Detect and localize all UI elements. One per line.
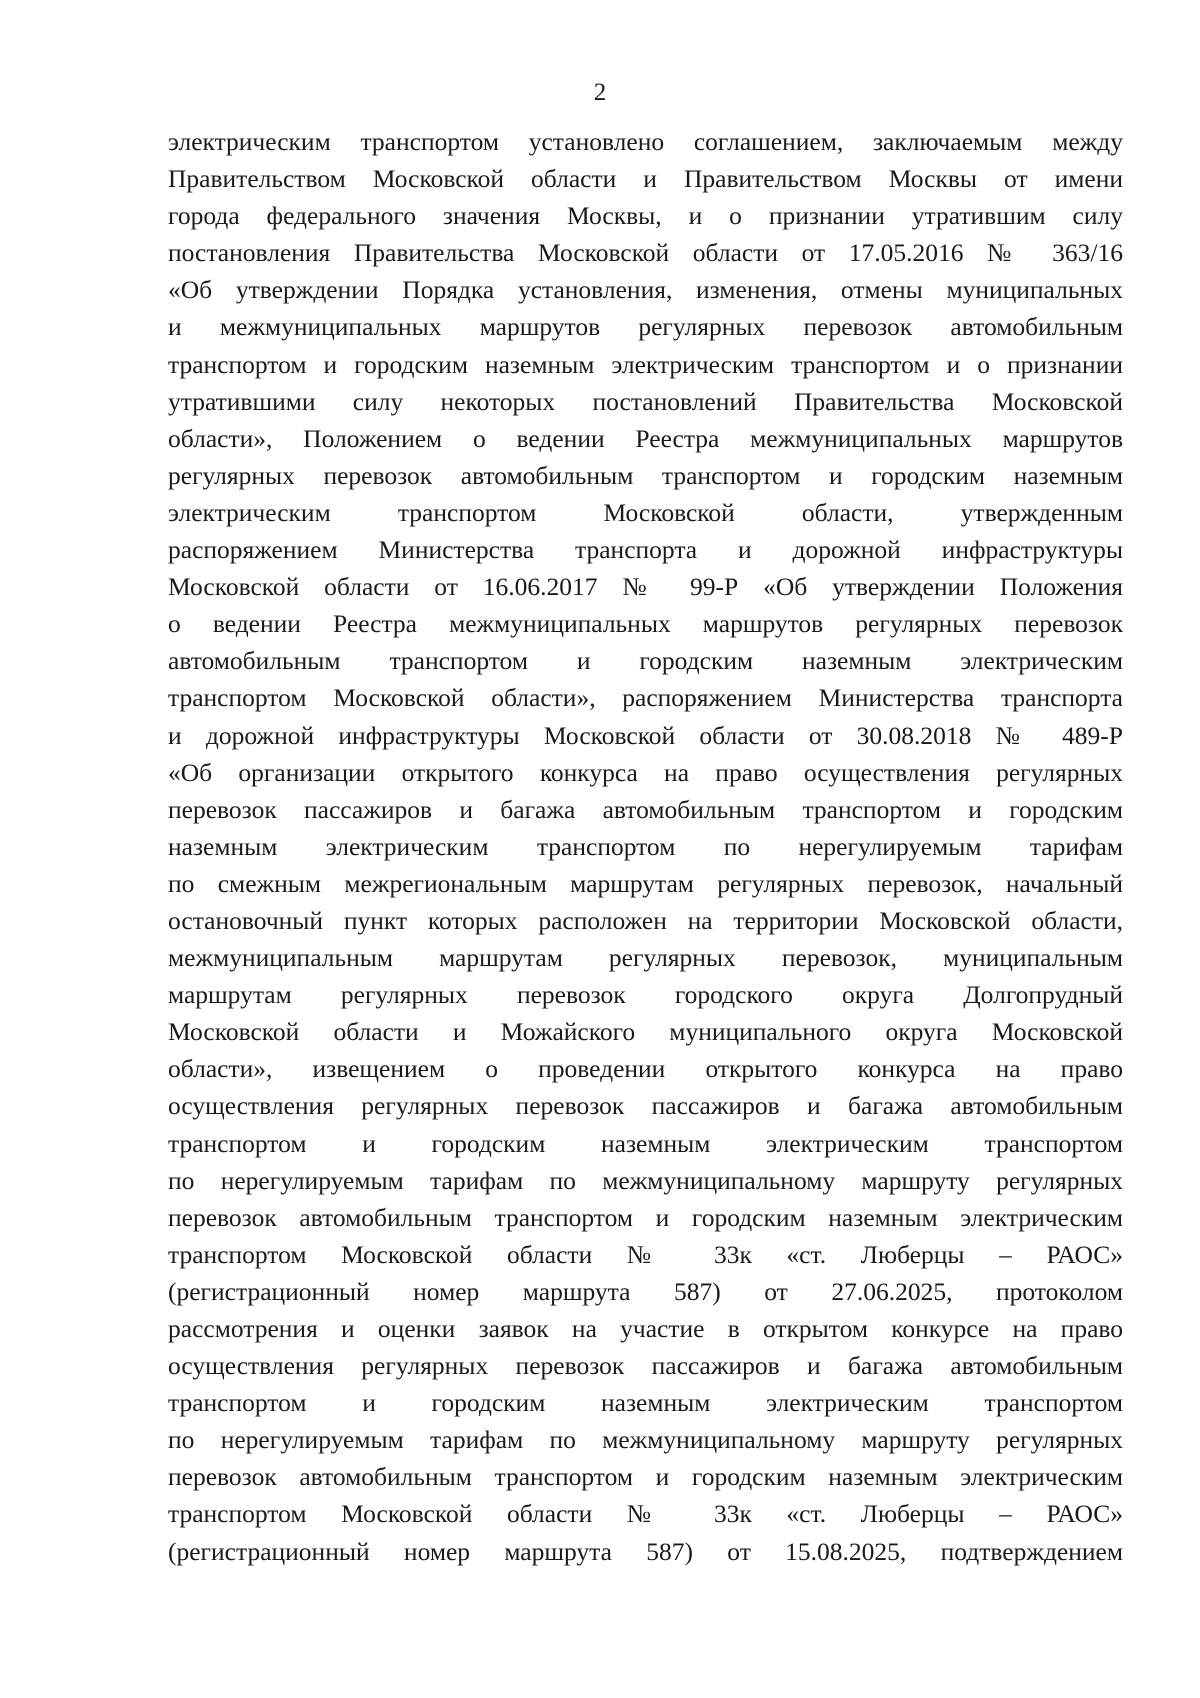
text-line: утратившими силу некоторых постановлений Правительства Московской [168, 386, 1123, 416]
text-line: Московской области от 16.06.2017 № 99-Р «Об утверждении Положения [168, 572, 1123, 602]
text-line: рассмотрения и оценки заявок на участие в открытом конкурсе на право [168, 1314, 1123, 1343]
text-line: (регистрационный номер маршрута 587) от 15.08.2025, подтверждением [168, 1536, 1123, 1566]
text-line: осуществления регулярных перевозок пассажиров и багажа автомобильным [168, 1351, 1123, 1381]
text-line: электрическим транспортом Московской области, утвержденным [168, 497, 1123, 527]
text-line: по нерегулируемым тарифам по межмуниципальному маршруту регулярных [168, 1165, 1123, 1195]
text-line: транспортом Московской области», распоряжением Министерства транспорта [168, 683, 1123, 713]
text-line: остановочный пункт которых расположен на территории Московской области, [168, 905, 1123, 935]
text-line: области», Положением о ведении Реестра межмуниципальных маршрутов [168, 423, 1123, 453]
text-line: области», извещением о проведении открытого конкурса на право [168, 1054, 1123, 1084]
text-line: по смежным межрегиональным маршрутам регулярных перевозок, начальный [168, 868, 1123, 898]
text-line: транспортом и городским наземным электрическим транспортом и о признании [168, 349, 1123, 379]
text-line: постановления Правительства Московской области от 17.05.2016 № 363/16 [168, 238, 1123, 268]
text-line: транспортом Московской области № 33к «ст. Люберцы – РАОС» [168, 1499, 1123, 1529]
document-body-text [168, 123, 1123, 1570]
page-number: 2 [593, 79, 607, 106]
text-line: электрическим транспортом установлено соглашением, заключаемым между [168, 127, 1123, 156]
text-line: автомобильным транспортом и городским наземным электрическим [168, 646, 1123, 676]
text-line: Правительством Московской области и Правительством Москвы от имени [168, 164, 1123, 194]
text-line: межмуниципальным маршрутам регулярных перевозок, муниципальным [168, 943, 1123, 973]
text-line: перевозок пассажиров и багажа автомобильным транспортом и городским [168, 794, 1123, 824]
text-line: наземным электрическим транспортом по нерегулируемым тарифам [168, 831, 1123, 861]
text-line: (регистрационный номер маршрута 587) от 27.06.2025, протоколом [168, 1276, 1123, 1306]
text-line: маршрутам регулярных перевозок городского округа Долгопрудный [168, 980, 1123, 1010]
text-line: и межмуниципальных маршрутов регулярных перевозок автомобильным [168, 312, 1123, 342]
text-line: Московской области и Можайского муниципального округа Московской [168, 1017, 1123, 1047]
text-line: регулярных перевозок автомобильным транспортом и городским наземным [168, 460, 1123, 490]
text-line: транспортом и городским наземным электрическим транспортом [168, 1128, 1123, 1158]
text-line: и дорожной инфраструктуры Московской области от 30.08.2018 № 489-Р [168, 720, 1123, 750]
text-line: перевозок автомобильным транспортом и городским наземным электрическим [168, 1202, 1123, 1232]
text-line: города федерального значения Москвы, и о признании утратившим силу [168, 201, 1123, 231]
text-line: перевозок автомобильным транспортом и городским наземным электрическим [168, 1462, 1123, 1492]
text-line: «Об организации открытого конкурса на право осуществления регулярных [168, 757, 1123, 787]
text-line: транспортом и городским наземным электрическим транспортом [168, 1388, 1123, 1418]
text-line: транспортом Московской области № 33к «ст. Люберцы – РАОС» [168, 1239, 1123, 1269]
text-line: осуществления регулярных перевозок пассажиров и багажа автомобильным [168, 1091, 1123, 1121]
text-line: о ведении Реестра межмуниципальных маршрутов регулярных перевозок [168, 609, 1123, 639]
text-line: по нерегулируемым тарифам по межмуниципальному маршруту регулярных [168, 1425, 1123, 1455]
text-line: распоряжением Министерства транспорта и дорожной инфраструктуры [168, 535, 1123, 565]
text-line: «Об утверждении Порядка установления, изменения, отмены муниципальных [168, 275, 1123, 305]
